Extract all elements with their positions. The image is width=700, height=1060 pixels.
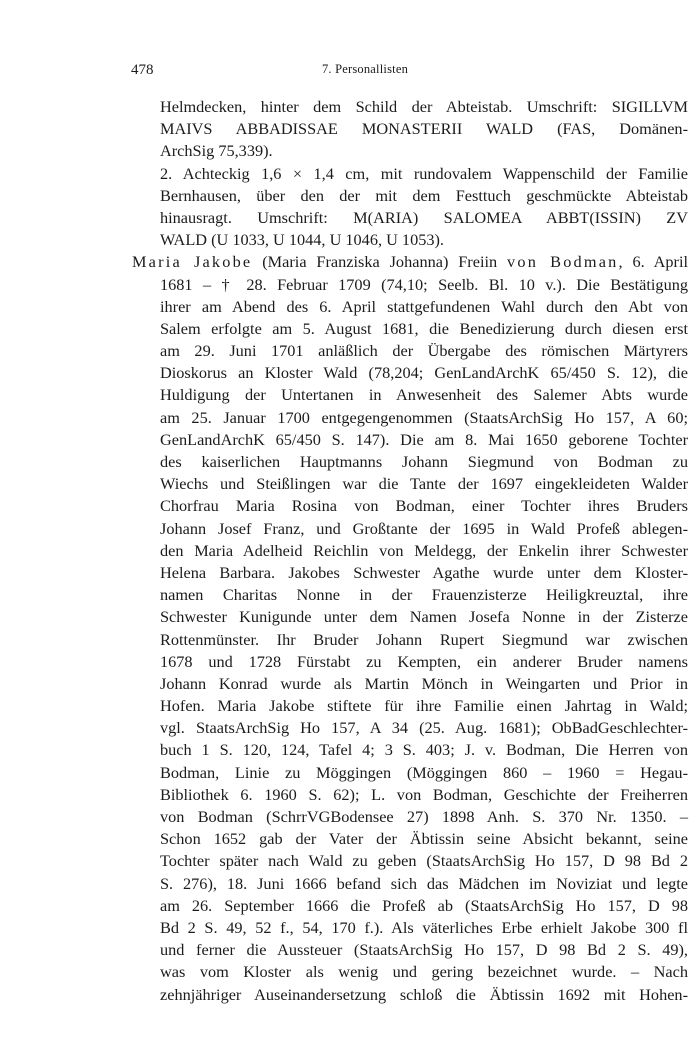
text-line: Schwester Kunigunde unter dem Namen Josefa Nonne in der Zisterze	[160, 607, 688, 627]
text-line: Bernhausen, über den der mit dem Festtuch geschmückte Abteistab	[160, 185, 688, 205]
text-line: namen Charitas Nonne in der Frauenzisterze Heiligkreuztal, ihre	[160, 585, 688, 605]
text-line: Salem erfolgte am 5. August 1681, die Benedizierung durch diesen erst	[160, 318, 688, 338]
text-line: hinausragt. Umschrift: M(ARIA) SALOMEA ABBT(ISSIN) ZV	[160, 207, 688, 227]
text-line: Schon 1652 gab der Vater der Äbtissin seine Absicht bekannt, seine	[160, 829, 688, 849]
text-line: zehnjähriger Auseinandersetzung schloß die Äbtissin 1692 mit Hohen-	[160, 984, 688, 1004]
text-line: den Maria Adelheid Reichlin von Meldegg, der Enkelin ihrer Schwester	[160, 540, 688, 560]
text-line: Johann Konrad wurde als Martin Mönch in Weingarten und Prior in	[160, 673, 688, 693]
page-header	[0, 62, 700, 82]
text-line: des kaiserlichen Hauptmanns Johann Siegmund von Bodman zu	[160, 452, 688, 471]
text-line: Dioskorus an Kloster Wald (78,204; GenLandArchK 65/450 S. 12), die	[160, 363, 688, 383]
page-number: 478	[131, 62, 154, 78]
text-line: Helmdecken, hinter dem Schild der Abteistab. Umschrift: SIGILLVM	[160, 97, 688, 116]
text-line: Bibliothek 6. 1960 S. 62); L. von Bodman, Geschichte der Freiherren	[160, 784, 688, 804]
text-line: am 29. Juni 1701 anläßlich der Übergabe des römischen Märtyrers	[160, 341, 688, 361]
text-line: 1678 und 1728 Fürstabt zu Kempten, ein anderer Bruder namens	[160, 651, 688, 671]
text-line: GenLandArchK 65/450 S. 147). Die am 8. Mai 1650 geborene Tochter	[160, 429, 688, 449]
running-title: 7. Personallisten	[321, 62, 409, 76]
text-line: was vom Kloster als wenig und gering bezeichnet wurde. – Nach	[160, 962, 688, 982]
text-line: ihrer am Abend des 6. April stattgefundenen Wahl durch den Abt von	[160, 296, 688, 316]
text-line: Bodman, Linie zu Möggingen (Möggingen 860 – 1960 = Hegau-	[160, 762, 688, 782]
text-fragment: (Maria Franziska Johanna) Freiin	[252, 252, 508, 272]
text-line: Hofen. Maria Jakobe stiftete für ihre Familie einen Jahrtag in Wald;	[160, 696, 688, 716]
text-line: WALD (U 1033, U 1044, U 1046, U 1053).	[160, 230, 444, 250]
text-line: Helena Barbara. Jakobes Schwester Agathe wurde unter dem Kloster-	[160, 562, 688, 582]
text-line: am 26. September 1666 die Profeß ab (StaatsArchSig Ho 157, D 98	[160, 895, 688, 915]
text-line: 2. Achteckig 1,6 × 1,4 cm, mit rundovalem Wappenschild der Familie	[160, 163, 688, 183]
text-line: und ferner die Aussteuer (StaatsArchSig Ho 157, D 98 Bd 2 S. 49),	[160, 940, 688, 960]
text-line: Tochter später nach Wald zu geben (StaatsArchSig Ho 157, D 98 Bd 2	[160, 851, 688, 871]
text-line: Huldigung der Untertanen in Anwesenheit des Salemer Abts wurde	[160, 385, 688, 405]
text-line: von Bodman (SchrrVGBodensee 27) 1898 Anh. S. 370 Nr. 1350. –	[160, 807, 688, 826]
body-text	[132, 96, 689, 1006]
text-line: Rottenmünster. Ihr Bruder Johann Rupert Siegmund war zwischen	[160, 629, 688, 649]
text-line: MAIVS ABBADISSAE MONASTERII WALD (FAS, Domänen-	[160, 119, 688, 139]
text-line: S. 276), 18. Juni 1666 befand sich das Mädchen im Noviziat und legte	[160, 873, 688, 893]
name-spaced: Maria Jakobe	[132, 252, 253, 272]
name-spaced: von Bodman	[507, 252, 619, 272]
text-line: Bd 2 S. 49, 52 f., 54, 170 f.). Als väterliches Erbe erhielt Jakobe 300 fl	[160, 917, 688, 937]
text-fragment: , 6. April	[618, 252, 689, 272]
text-line: vgl. StaatsArchSig Ho 157, A 34 (25. Aug. 1681); ObBadGeschlechter-	[160, 718, 688, 738]
text-line: ArchSig 75,339).	[160, 141, 273, 161]
text-line: am 25. Januar 1700 entgegengenommen (StaatsArchSig Ho 157, A 60;	[160, 407, 688, 427]
text-line: Wiechs und Steißlingen war die Tante der 1697 eingekleideten Walder	[160, 474, 688, 494]
text-line: Chorfrau Maria Rosina von Bodman, einer Tochter ihres Bruders	[160, 496, 688, 516]
text-line: 1681 – † 28. Februar 1709 (74,10; Seelb. Bl. 10 v.). Die Bestätigung	[160, 274, 688, 294]
text-line: buch 1 S. 120, 124, Tafel 4; 3 S. 403; J. v. Bodman, Die Herren von	[160, 740, 688, 760]
entry-heading-line	[132, 251, 688, 273]
text-line: Johann Josef Franz, und Großtante der 1695 in Wald Profeß ablegen-	[160, 518, 688, 538]
